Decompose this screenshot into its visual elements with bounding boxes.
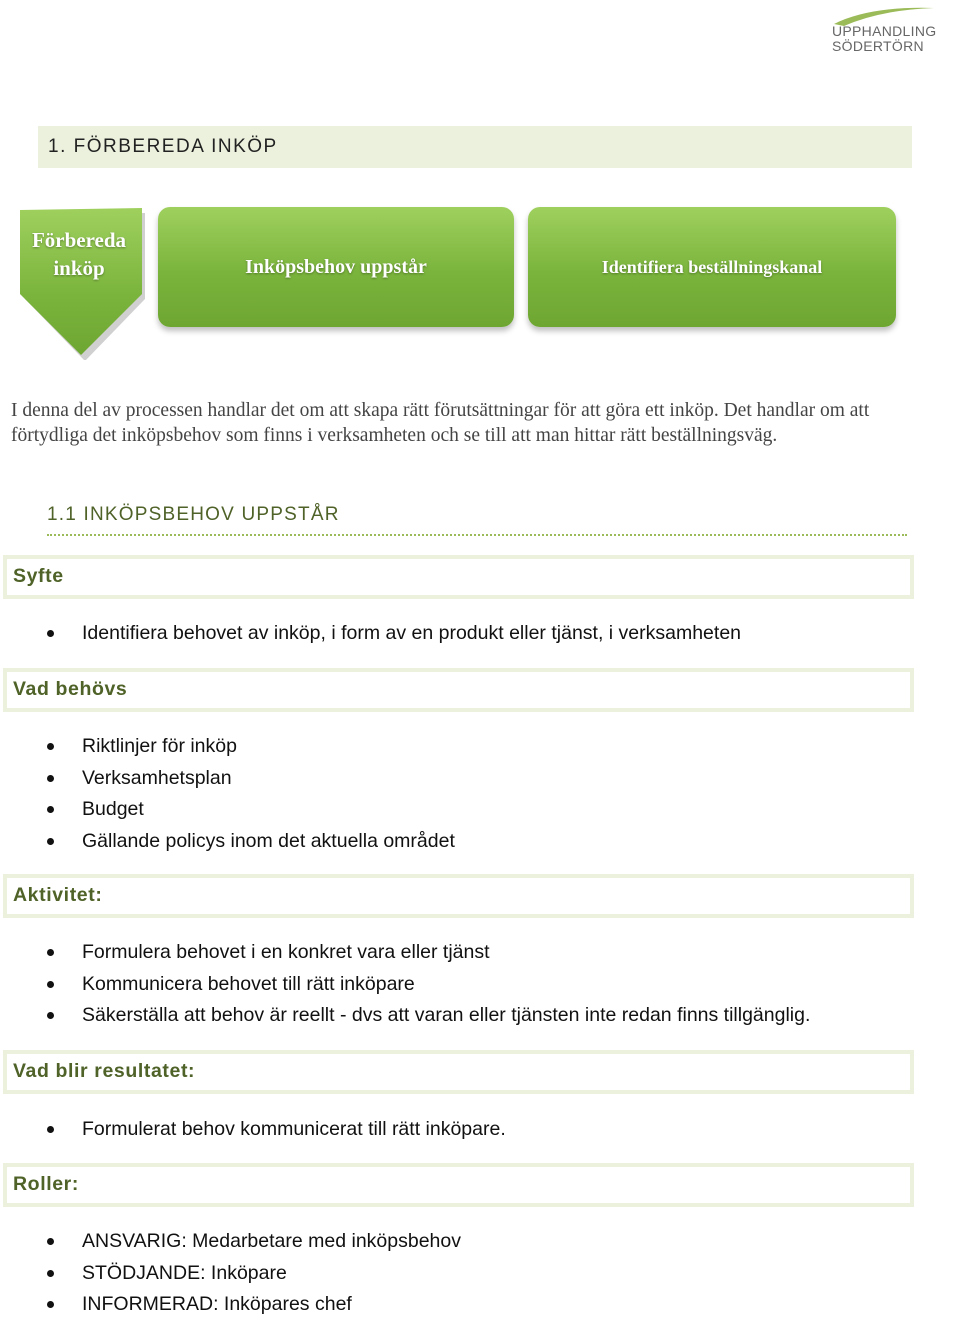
list-item: Säkerställa att behov är reellt - dvs att varan eller tjänsten inte redan finns tillgänglig. <box>0 1002 810 1034</box>
intro-paragraph: I denna del av processen handlar det om att skapa rätt förutsättningar för att göra ett inköp. Det handlar om att förtydliga det inköpsbehov som finns i verksamheten och se till att man hittar rätt beställningsväg. <box>11 400 870 446</box>
heading-2 <box>47 504 907 536</box>
list-item: Identifiera behovet av inköp, i form av en produkt eller tjänst, i verksamheten <box>0 620 741 652</box>
process-flow <box>14 200 904 370</box>
section-title: Roller: <box>13 1173 79 1195</box>
list-item: Riktlinjer för inköp <box>0 733 455 765</box>
section-header-vad-behovs <box>3 668 914 712</box>
flow-step1-line2: inköp <box>53 256 105 280</box>
list-item: Budget <box>0 796 455 828</box>
list-vad-behovs <box>0 733 455 859</box>
section-header-roller <box>3 1163 914 1207</box>
section-title: Aktivitet: <box>13 884 103 906</box>
list-item: Kommunicera behovet till rätt inköpare <box>0 971 810 1003</box>
list-item: Verksamhetsplan <box>0 765 455 797</box>
heading-1 <box>38 126 912 168</box>
logo <box>830 4 936 56</box>
list-item: STÖDJANDE: Inköpare <box>0 1260 461 1292</box>
section-header-resultat <box>3 1050 914 1094</box>
flow-step1-label <box>14 226 144 282</box>
section-title: Vad behövs <box>13 678 128 700</box>
flow-step2-label: Inköpsbehov uppstår <box>245 255 427 278</box>
heading-1-text: 1. FÖRBEREDA INKÖP <box>48 136 278 157</box>
list-item: Formulera behovet i en konkret vara eller tjänst <box>0 939 810 971</box>
list-item: Formulerat behov kommunicerat till rätt inköpare. <box>0 1116 506 1148</box>
section-header-aktivitet <box>3 874 914 918</box>
list-item: INFORMERAD: Inköpares chef <box>0 1291 461 1323</box>
flow-step3-label: Identifiera beställningskanal <box>601 256 823 277</box>
list-resultat <box>0 1116 506 1148</box>
section-header-syfte <box>3 555 914 599</box>
flow-step1-line1: Förbereda <box>31 228 127 252</box>
logo-text-line2: SÖDERTÖRN <box>832 38 924 54</box>
list-item: ANSVARIG: Medarbetare med inköpsbehov <box>0 1228 461 1260</box>
list-syfte <box>0 620 741 652</box>
section-title: Syfte <box>13 565 64 587</box>
flow-step-identifiera-bestallningskanal <box>528 207 896 327</box>
flow-step-inkopsbehov-uppstar <box>158 207 514 327</box>
list-aktivitet <box>0 939 810 1034</box>
flow-step-forbereda-inkop <box>14 200 148 360</box>
section-title: Vad blir resultatet: <box>13 1060 196 1082</box>
heading-2-text: 1.1 INKÖPSBEHOV UPPSTÅR <box>47 504 340 525</box>
list-roller <box>0 1228 461 1323</box>
list-item: Gällande policys inom det aktuella området <box>0 828 455 860</box>
logo-text-line1: UPPHANDLING <box>832 23 937 39</box>
